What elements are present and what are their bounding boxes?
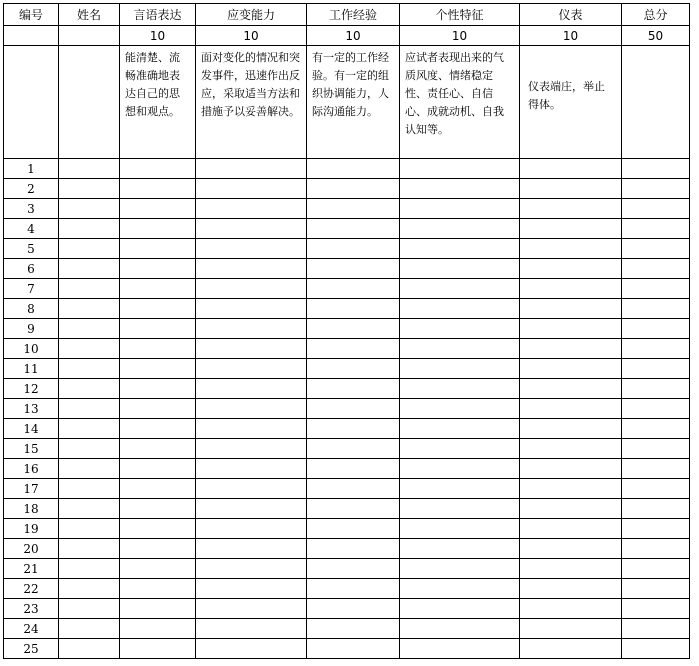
- adaptability-score-cell[interactable]: [196, 579, 307, 599]
- adaptability-score-cell[interactable]: [196, 219, 307, 239]
- adaptability-score-cell[interactable]: [196, 259, 307, 279]
- personality-score-cell[interactable]: [400, 199, 520, 219]
- row-number-cell: 24: [4, 619, 59, 639]
- criteria-cell-speech: [120, 46, 196, 159]
- total-score-cell[interactable]: [622, 379, 690, 399]
- row-number-cell: 14: [4, 419, 59, 439]
- table-row: [4, 619, 690, 639]
- criteria-cell-adaptability: [196, 46, 307, 159]
- appearance-score-cell[interactable]: [520, 459, 622, 479]
- appearance-score-cell[interactable]: [520, 559, 622, 579]
- name-cell[interactable]: [59, 239, 120, 259]
- personality-score-cell[interactable]: [400, 179, 520, 199]
- total-score-cell[interactable]: [622, 619, 690, 639]
- adaptability-score-cell[interactable]: [196, 459, 307, 479]
- name-cell[interactable]: [59, 459, 120, 479]
- experience-score-cell[interactable]: [307, 459, 400, 479]
- name-cell[interactable]: [59, 259, 120, 279]
- adaptability-score-cell[interactable]: [196, 239, 307, 259]
- appearance-score-cell[interactable]: [520, 319, 622, 339]
- name-cell[interactable]: [59, 419, 120, 439]
- speech-score-cell[interactable]: [120, 419, 196, 439]
- appearance-score-cell[interactable]: [520, 579, 622, 599]
- appearance-score-cell[interactable]: [520, 499, 622, 519]
- adaptability-score-cell[interactable]: [196, 159, 307, 179]
- col-header-id: 编号: [4, 4, 59, 26]
- experience-score-cell[interactable]: [307, 639, 400, 659]
- name-cell[interactable]: [59, 359, 120, 379]
- speech-score-cell[interactable]: [120, 299, 196, 319]
- adaptability-score-cell[interactable]: [196, 359, 307, 379]
- speech-score-cell[interactable]: [120, 459, 196, 479]
- col-header-adaptability: 应变能力: [196, 4, 307, 26]
- col-header-experience: 工作经验: [307, 4, 400, 26]
- criteria-text-experience: 有一定的工作经验。有一定的组织协调能力，人际沟通能力。: [312, 51, 389, 118]
- speech-score-cell[interactable]: [120, 539, 196, 559]
- experience-score-cell[interactable]: [307, 379, 400, 399]
- total-score-cell[interactable]: [622, 479, 690, 499]
- appearance-score-cell[interactable]: [520, 419, 622, 439]
- personality-score-cell[interactable]: [400, 579, 520, 599]
- total-score-cell[interactable]: [622, 199, 690, 219]
- weight-cell-name: [59, 26, 120, 46]
- row-number-cell: 12: [4, 379, 59, 399]
- appearance-score-cell[interactable]: [520, 219, 622, 239]
- personality-score-cell[interactable]: [400, 239, 520, 259]
- appearance-score-cell[interactable]: [520, 539, 622, 559]
- adaptability-score-cell[interactable]: [196, 319, 307, 339]
- criteria-cell-experience: [307, 46, 400, 159]
- personality-score-cell[interactable]: [400, 519, 520, 539]
- table-row: [4, 559, 690, 579]
- personality-score-cell[interactable]: [400, 559, 520, 579]
- interview-score-table: [3, 3, 690, 659]
- experience-score-cell[interactable]: [307, 219, 400, 239]
- appearance-score-cell[interactable]: [520, 299, 622, 319]
- experience-score-cell[interactable]: [307, 519, 400, 539]
- experience-score-cell[interactable]: [307, 239, 400, 259]
- speech-score-cell[interactable]: [120, 339, 196, 359]
- adaptability-score-cell[interactable]: [196, 279, 307, 299]
- name-cell[interactable]: [59, 439, 120, 459]
- name-cell[interactable]: [59, 539, 120, 559]
- experience-score-cell[interactable]: [307, 319, 400, 339]
- table-row: [4, 179, 690, 199]
- name-cell[interactable]: [59, 499, 120, 519]
- total-score-cell[interactable]: [622, 459, 690, 479]
- total-score-cell[interactable]: [622, 559, 690, 579]
- name-cell[interactable]: [59, 319, 120, 339]
- row-number-cell: 8: [4, 299, 59, 319]
- appearance-score-cell[interactable]: [520, 619, 622, 639]
- weight-cell-total: 50: [622, 26, 690, 46]
- name-cell[interactable]: [59, 639, 120, 659]
- adaptability-score-cell[interactable]: [196, 199, 307, 219]
- speech-score-cell[interactable]: [120, 159, 196, 179]
- criteria-text-personality: 应试者表现出来的气质风度、情绪稳定性、责任心、自信心、成就动机、自我认知等。: [405, 51, 504, 136]
- appearance-score-cell[interactable]: [520, 359, 622, 379]
- row-number-cell: 4: [4, 219, 59, 239]
- speech-score-cell[interactable]: [120, 599, 196, 619]
- personality-score-cell[interactable]: [400, 359, 520, 379]
- name-cell[interactable]: [59, 159, 120, 179]
- total-score-cell[interactable]: [622, 639, 690, 659]
- appearance-score-cell[interactable]: [520, 599, 622, 619]
- table-row: [4, 279, 690, 299]
- table-row: [4, 579, 690, 599]
- personality-score-cell[interactable]: [400, 419, 520, 439]
- adaptability-score-cell[interactable]: [196, 519, 307, 539]
- criteria-text-speech: 能清楚、流畅准确地表达自己的思想和观点。: [125, 51, 180, 118]
- table-row: [4, 319, 690, 339]
- speech-score-cell[interactable]: [120, 559, 196, 579]
- speech-score-cell[interactable]: [120, 319, 196, 339]
- speech-score-cell[interactable]: [120, 379, 196, 399]
- total-score-cell[interactable]: [622, 579, 690, 599]
- criteria-cell-personality: [400, 46, 520, 159]
- speech-score-cell[interactable]: [120, 439, 196, 459]
- adaptability-score-cell[interactable]: [196, 479, 307, 499]
- adaptability-score-cell[interactable]: [196, 599, 307, 619]
- total-score-cell[interactable]: [622, 519, 690, 539]
- row-number-cell: 13: [4, 399, 59, 419]
- experience-score-cell[interactable]: [307, 399, 400, 419]
- row-number-cell: 21: [4, 559, 59, 579]
- row-number-cell: 22: [4, 579, 59, 599]
- total-score-cell[interactable]: [622, 179, 690, 199]
- total-score-cell[interactable]: [622, 439, 690, 459]
- appearance-score-cell[interactable]: [520, 259, 622, 279]
- appearance-score-cell[interactable]: [520, 179, 622, 199]
- experience-score-cell[interactable]: [307, 339, 400, 359]
- appearance-score-cell[interactable]: [520, 159, 622, 179]
- adaptability-score-cell[interactable]: [196, 639, 307, 659]
- adaptability-score-cell[interactable]: [196, 179, 307, 199]
- personality-score-cell[interactable]: [400, 619, 520, 639]
- name-cell[interactable]: [59, 519, 120, 539]
- speech-score-cell[interactable]: [120, 619, 196, 639]
- personality-score-cell[interactable]: [400, 459, 520, 479]
- weight-cell-speech: 10: [120, 26, 196, 46]
- adaptability-score-cell[interactable]: [196, 559, 307, 579]
- experience-score-cell[interactable]: [307, 559, 400, 579]
- personality-score-cell[interactable]: [400, 279, 520, 299]
- total-score-cell[interactable]: [622, 419, 690, 439]
- speech-score-cell[interactable]: [120, 499, 196, 519]
- criteria-cell-total: [622, 46, 690, 159]
- appearance-score-cell[interactable]: [520, 279, 622, 299]
- table-row: [4, 399, 690, 419]
- experience-score-cell[interactable]: [307, 619, 400, 639]
- row-number-cell: 10: [4, 339, 59, 359]
- name-cell[interactable]: [59, 579, 120, 599]
- experience-score-cell[interactable]: [307, 599, 400, 619]
- name-cell[interactable]: [59, 399, 120, 419]
- table-row: [4, 639, 690, 659]
- experience-score-cell[interactable]: [307, 439, 400, 459]
- col-header-personality: 个性特征: [400, 4, 520, 26]
- table-row: [4, 219, 690, 239]
- personality-score-cell[interactable]: [400, 499, 520, 519]
- criteria-cell-name: [59, 46, 120, 159]
- speech-score-cell[interactable]: [120, 519, 196, 539]
- personality-score-cell[interactable]: [400, 339, 520, 359]
- name-cell[interactable]: [59, 619, 120, 639]
- speech-score-cell[interactable]: [120, 399, 196, 419]
- total-score-cell[interactable]: [622, 599, 690, 619]
- total-score-cell[interactable]: [622, 319, 690, 339]
- table-row: [4, 339, 690, 359]
- speech-score-cell[interactable]: [120, 239, 196, 259]
- name-cell[interactable]: [59, 179, 120, 199]
- table-row: [4, 259, 690, 279]
- name-cell[interactable]: [59, 339, 120, 359]
- table-row: [4, 539, 690, 559]
- weight-cell-id: [4, 26, 59, 46]
- name-cell[interactable]: [59, 299, 120, 319]
- speech-score-cell[interactable]: [120, 279, 196, 299]
- row-number-cell: 19: [4, 519, 59, 539]
- experience-score-cell[interactable]: [307, 179, 400, 199]
- personality-score-cell[interactable]: [400, 599, 520, 619]
- personality-score-cell[interactable]: [400, 299, 520, 319]
- personality-score-cell[interactable]: [400, 539, 520, 559]
- experience-score-cell[interactable]: [307, 199, 400, 219]
- speech-score-cell[interactable]: [120, 219, 196, 239]
- table-row: [4, 199, 690, 219]
- row-number-cell: 11: [4, 359, 59, 379]
- weight-cell-experience: 10: [307, 26, 400, 46]
- experience-score-cell[interactable]: [307, 159, 400, 179]
- experience-score-cell[interactable]: [307, 299, 400, 319]
- row-number-cell: 6: [4, 259, 59, 279]
- experience-score-cell[interactable]: [307, 499, 400, 519]
- name-cell[interactable]: [59, 559, 120, 579]
- adaptability-score-cell[interactable]: [196, 419, 307, 439]
- appearance-score-cell[interactable]: [520, 439, 622, 459]
- appearance-score-cell[interactable]: [520, 519, 622, 539]
- personality-score-cell[interactable]: [400, 379, 520, 399]
- row-number-cell: 17: [4, 479, 59, 499]
- table-row: [4, 479, 690, 499]
- table-row: [4, 519, 690, 539]
- criteria-cell-appearance: [520, 46, 622, 159]
- total-score-cell[interactable]: [622, 219, 690, 239]
- weight-cell-adaptability: 10: [196, 26, 307, 46]
- table-row: [4, 379, 690, 399]
- personality-score-cell[interactable]: [400, 159, 520, 179]
- experience-score-cell[interactable]: [307, 419, 400, 439]
- criteria-text-adaptability: 面对变化的情况和突发事件，迅速作出反应，采取适当方法和措施予以妥善解决。: [201, 51, 300, 118]
- adaptability-score-cell[interactable]: [196, 499, 307, 519]
- name-cell[interactable]: [59, 479, 120, 499]
- adaptability-score-cell[interactable]: [196, 399, 307, 419]
- personality-score-cell[interactable]: [400, 259, 520, 279]
- table-row: [4, 159, 690, 179]
- criteria-text-appearance: 仪表端庄，举止得体。: [528, 80, 605, 111]
- appearance-score-cell[interactable]: [520, 379, 622, 399]
- personality-score-cell[interactable]: [400, 639, 520, 659]
- name-cell[interactable]: [59, 219, 120, 239]
- row-number-cell: 7: [4, 279, 59, 299]
- total-score-cell[interactable]: [622, 239, 690, 259]
- weight-row: [4, 26, 690, 46]
- header-row: [4, 4, 690, 26]
- total-score-cell[interactable]: [622, 159, 690, 179]
- col-header-speech: 言语表达: [120, 4, 196, 26]
- speech-score-cell[interactable]: [120, 179, 196, 199]
- total-score-cell[interactable]: [622, 279, 690, 299]
- appearance-score-cell[interactable]: [520, 479, 622, 499]
- personality-score-cell[interactable]: [400, 479, 520, 499]
- row-number-cell: 18: [4, 499, 59, 519]
- experience-score-cell[interactable]: [307, 359, 400, 379]
- weight-cell-appearance: 10: [520, 26, 622, 46]
- speech-score-cell[interactable]: [120, 639, 196, 659]
- experience-score-cell[interactable]: [307, 279, 400, 299]
- row-number-cell: 25: [4, 639, 59, 659]
- name-cell[interactable]: [59, 199, 120, 219]
- speech-score-cell[interactable]: [120, 259, 196, 279]
- personality-score-cell[interactable]: [400, 219, 520, 239]
- table-row: [4, 239, 690, 259]
- row-number-cell: 2: [4, 179, 59, 199]
- name-cell[interactable]: [59, 379, 120, 399]
- total-score-cell[interactable]: [622, 359, 690, 379]
- table-row: [4, 459, 690, 479]
- adaptability-score-cell[interactable]: [196, 379, 307, 399]
- row-number-cell: 1: [4, 159, 59, 179]
- adaptability-score-cell[interactable]: [196, 339, 307, 359]
- speech-score-cell[interactable]: [120, 199, 196, 219]
- col-header-appearance: 仪表: [520, 4, 622, 26]
- experience-score-cell[interactable]: [307, 579, 400, 599]
- table-row: [4, 439, 690, 459]
- personality-score-cell[interactable]: [400, 439, 520, 459]
- table-row: [4, 499, 690, 519]
- table-row: [4, 299, 690, 319]
- experience-score-cell[interactable]: [307, 479, 400, 499]
- total-score-cell[interactable]: [622, 259, 690, 279]
- adaptability-score-cell[interactable]: [196, 299, 307, 319]
- appearance-score-cell[interactable]: [520, 339, 622, 359]
- personality-score-cell[interactable]: [400, 399, 520, 419]
- weight-cell-personality: 10: [400, 26, 520, 46]
- table-row: [4, 419, 690, 439]
- row-number-cell: 5: [4, 239, 59, 259]
- experience-score-cell[interactable]: [307, 259, 400, 279]
- table-row: [4, 359, 690, 379]
- adaptability-score-cell[interactable]: [196, 539, 307, 559]
- col-header-total: 总分: [622, 4, 690, 26]
- personality-score-cell[interactable]: [400, 319, 520, 339]
- row-number-cell: 16: [4, 459, 59, 479]
- adaptability-score-cell[interactable]: [196, 619, 307, 639]
- criteria-cell-id: [4, 46, 59, 159]
- speech-score-cell[interactable]: [120, 579, 196, 599]
- table-row: [4, 599, 690, 619]
- total-score-cell[interactable]: [622, 399, 690, 419]
- appearance-score-cell[interactable]: [520, 399, 622, 419]
- criteria-row: [4, 46, 690, 159]
- name-cell[interactable]: [59, 279, 120, 299]
- experience-score-cell[interactable]: [307, 539, 400, 559]
- col-header-name: 姓名: [59, 4, 120, 26]
- row-number-cell: 20: [4, 539, 59, 559]
- name-cell[interactable]: [59, 599, 120, 619]
- row-number-cell: 15: [4, 439, 59, 459]
- adaptability-score-cell[interactable]: [196, 439, 307, 459]
- speech-score-cell[interactable]: [120, 359, 196, 379]
- appearance-score-cell[interactable]: [520, 199, 622, 219]
- row-number-cell: 3: [4, 199, 59, 219]
- total-score-cell[interactable]: [622, 299, 690, 319]
- row-number-cell: 9: [4, 319, 59, 339]
- total-score-cell[interactable]: [622, 339, 690, 359]
- total-score-cell[interactable]: [622, 499, 690, 519]
- total-score-cell[interactable]: [622, 539, 690, 559]
- appearance-score-cell[interactable]: [520, 639, 622, 659]
- appearance-score-cell[interactable]: [520, 239, 622, 259]
- row-number-cell: 23: [4, 599, 59, 619]
- speech-score-cell[interactable]: [120, 479, 196, 499]
